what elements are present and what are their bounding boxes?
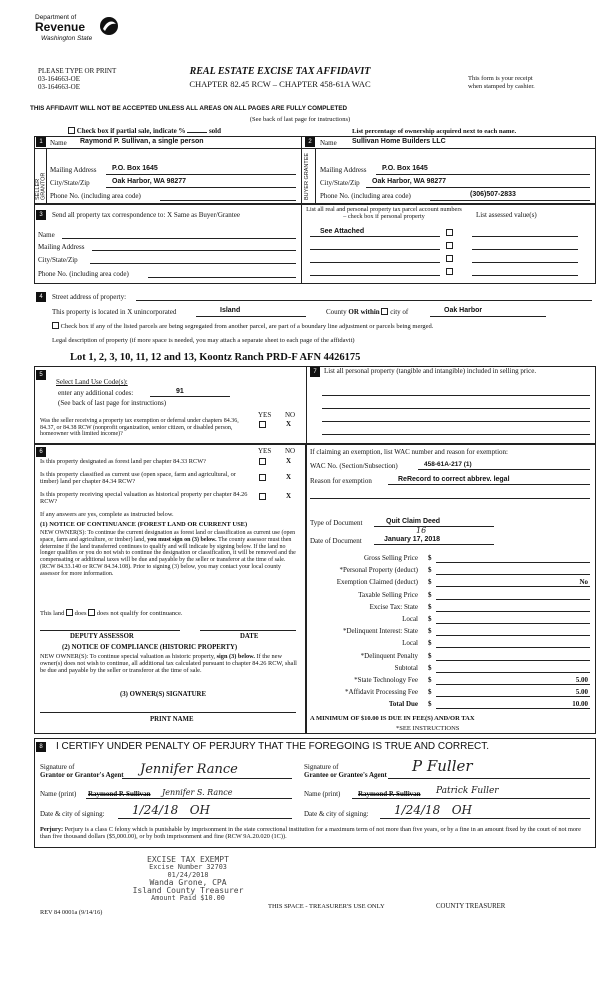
agency-line1: Department of: [35, 14, 77, 21]
date-label: DATE: [240, 633, 259, 640]
buyer-phone-label: Phone No. (including area code): [320, 192, 411, 200]
parcel-checkbox-3[interactable]: [446, 255, 453, 262]
tax-row-label: Total Due: [388, 700, 418, 709]
grantor-signature[interactable]: Jennifer Rance: [140, 762, 238, 777]
tax-row-currency: $: [428, 688, 432, 697]
seller-name-label: Name: [50, 139, 67, 147]
notice-compliance-title: (2) NOTICE OF COMPLIANCE (HISTORIC PROPERTY): [62, 644, 238, 651]
agency-line3: Washington State: [41, 35, 93, 42]
s5-yes: YES: [258, 411, 272, 419]
partial-sale-row: [68, 127, 221, 135]
grantor-sig-label-1: Signature of: [40, 763, 75, 771]
does-checkbox[interactable]: [66, 609, 73, 616]
seller-phone-label: Phone No. (including area code): [50, 192, 141, 200]
current-use-question: Is this property classified as current use (open space, farm and agricultural, or timber) land per chapter 84.34 RCW?: [40, 471, 236, 486]
legal-description[interactable]: Lot 1, 2, 3, 10, 11, 12 and 13, Koontz Ranch PRD-F AFN 4426175: [70, 352, 361, 363]
doc-type-value[interactable]: Quit Claim Deed: [386, 518, 441, 525]
tax-row-label: *Affidavit Processing Fee: [345, 688, 418, 697]
county-label: County OR within city of: [326, 308, 409, 316]
current-use-answer[interactable]: X: [286, 473, 292, 481]
tax-row-currency: $: [428, 578, 432, 587]
section-1-badge: 1: [36, 137, 46, 147]
seller-address[interactable]: P.O. Box 1645: [112, 165, 158, 172]
county-value[interactable]: Island: [220, 307, 241, 314]
grantee-date-label: Date & city of signing:: [304, 810, 369, 818]
s5-answer[interactable]: X: [286, 420, 292, 428]
legal-description-label: Legal description of property (if more space is needed, you may attach a separate sheet to each page of the affidavit): [52, 337, 355, 344]
section-2-badge: 2: [305, 137, 315, 147]
tax-row-label: Local: [402, 615, 418, 623]
deputy-assessor-label: DEPUTY ASSESSOR: [70, 633, 134, 640]
owner-signature-label: (3) OWNER(S) SIGNATURE: [120, 691, 206, 698]
buyer-address[interactable]: P.O. Box 1645: [382, 165, 428, 172]
tax-row-currency: $: [428, 651, 432, 660]
exemption-question: Was the seller receiving a property tax exemption or deferral under chapters 84.36, 84.37, or 84.38 RCW (nonprofit organization, senior citizen, or disabled person, homeowner with limited income)?: [40, 418, 239, 438]
section-3-badge: 3: [36, 210, 46, 220]
tax-row-currency: $: [428, 566, 432, 575]
tax-row-label: Taxable Selling Price: [358, 590, 418, 599]
tax-row-currency: $: [428, 700, 432, 709]
seller-city[interactable]: Oak Harbor, WA 98277: [112, 178, 187, 185]
doc-type-label: Type of Document: [310, 519, 363, 527]
land-use-code[interactable]: 91: [176, 388, 184, 395]
please-type: PLEASE TYPE OR PRINT: [38, 67, 117, 75]
historic-question: Is this property receiving special valuation as historical property per chapter 84.26 RCW?: [40, 491, 248, 506]
partial-sale-checkbox[interactable]: [68, 127, 75, 134]
qualify-row: This land does does not qualify for continuance.: [40, 610, 183, 617]
grantee-sig-label-2: Grantee or Grantee's Agent: [304, 771, 387, 779]
current-use-yes-checkbox[interactable]: [259, 474, 266, 481]
section-4-badge: 4: [36, 292, 46, 302]
section-6-badge: 6: [36, 447, 46, 457]
send-tax-label: Send all property tax correspondence to: X Same as Buyer/Grantee: [52, 211, 240, 219]
doc-date-correction: 16: [416, 526, 427, 535]
same-as-buyer: X Same as Buyer/Grantee: [167, 211, 240, 219]
parcel-checkbox-1[interactable]: [446, 229, 453, 236]
tax-row-label: Subtotal: [394, 663, 418, 672]
additional-codes-label: enter any additional codes:: [58, 389, 134, 397]
notice-compliance-body: NEW OWNER(S): To continue special valuation as historic property, sign (3) below. If the new owner(s) does not wish to continue, all additional tax calculated pursuant to chapter 84.26 RCW, shall be due and payable by the seller or transferor at the time of sale.: [40, 653, 297, 675]
partial-sale-label: Check box if partial sale, indicate %: [76, 127, 186, 135]
notice-continuance-title: (1) NOTICE OF CONTINUANCE (FOREST LAND OR CURRENT USE): [40, 521, 248, 528]
s6-yes: YES: [258, 447, 272, 455]
tax-row-label: *Delinquent Interest: State: [342, 627, 418, 636]
segregated-checkbox[interactable]: [52, 322, 59, 329]
s5-yes-checkbox[interactable]: [259, 421, 266, 428]
stamp-date: 01/24/2018: [167, 870, 209, 879]
does-not-checkbox[interactable]: [88, 609, 95, 616]
seller-city-label: City/State/Zip: [50, 179, 90, 187]
tax-row-currency: $: [428, 627, 432, 636]
excise-stamp: [118, 856, 258, 903]
section-7-badge: 7: [310, 367, 320, 377]
buyer-city-label: City/State/Zip: [320, 179, 360, 187]
parcel-header: List all real and personal property tax parcel account numbers – check box if personal property: [306, 206, 462, 221]
grantee-sig-label-1: Signature of: [304, 763, 339, 771]
seller-address-label: Mailing Address: [50, 166, 97, 174]
select-land-use: Select Land Use Code(s):: [56, 378, 128, 386]
grantee-name-struck: Raymond P. Sullivan: [358, 790, 421, 798]
city-checkbox[interactable]: [381, 308, 388, 315]
buyer-name-label: Name: [320, 139, 337, 147]
stamp-officer: Wanda Grone, CPA: [149, 877, 227, 887]
tax-row-label: Exemption Claimed (deduct): [336, 578, 418, 587]
agency-swoosh-icon: [98, 16, 120, 36]
receipt-note-2: when stamped by cashier.: [468, 83, 535, 90]
wac-value[interactable]: 458-61A-217 (1): [424, 461, 472, 468]
tax-row-currency: $: [428, 639, 432, 648]
tax-row-value[interactable]: No: [579, 578, 588, 587]
buyer-address-label: Mailing Address: [320, 166, 367, 174]
tax-row-label: Gross Selling Price: [363, 554, 418, 562]
grantee-name-label: Name (print): [304, 790, 341, 798]
tax-row-label: *Personal Property (deduct): [339, 566, 418, 575]
wac-label: WAC No. (Section/Subsection): [310, 462, 398, 470]
stamp-number: Excise Number 32703: [149, 863, 227, 872]
grantor-sig-label-2: Grantor or Grantor's Agent: [40, 771, 124, 779]
section-5-badge: 5: [36, 370, 46, 380]
tax-row-value[interactable]: 10.00: [572, 700, 588, 709]
notice-continuance-body: NEW OWNER(S): To continue the current designation as forest land or classification as current use (open space, farm and agriculture, or timber) land, you must sign on (3) below. The county assessor must then determine if the land transferred continues to qualify and will indicate by signing below. If the land no longer qualifies or you do not wish to continue the designation or classification, it will be removed and the compensating or additional taxes will be due and payable by the seller or transferor at the time of sale. (RCW 84.33.140 or RCW 84.34.108). Prior to signing (3) below, you may contact your local county assessor for more information.: [40, 530, 296, 577]
seller-name[interactable]: Raymond P. Sullivan, a single person: [80, 138, 204, 145]
acceptance-warning: THIS AFFIDAVIT WILL NOT BE ACCEPTED UNLESS ALL AREAS ON ALL PAGES ARE FULLY COMPLETED: [30, 105, 348, 112]
grantee-date[interactable]: 1/24/18 OH: [394, 803, 473, 817]
city-value[interactable]: Oak Harbor: [444, 307, 483, 314]
historic-yes-checkbox[interactable]: [259, 493, 266, 500]
county-treasurer: COUNTY TREASURER: [436, 903, 506, 910]
ref-number-1: 03-164663-OE: [38, 75, 80, 83]
agency-logo: [35, 14, 125, 52]
tax-row-currency: $: [428, 663, 432, 672]
form-revision: REV 84 0001a (9/14/16): [40, 909, 103, 916]
tax-row-label: *State Technology Fee: [354, 676, 418, 684]
corr-city-label: City/State/Zip: [38, 256, 78, 264]
see-instructions: *SEE INSTRUCTIONS: [396, 725, 460, 732]
s5-no: NO: [285, 411, 296, 419]
tax-row-currency: $: [428, 676, 432, 684]
tax-row-value[interactable]: 5.00: [575, 688, 588, 697]
buyer-city[interactable]: Oak Harbor, WA 98277: [372, 178, 447, 185]
tax-row-value[interactable]: 5.00: [575, 676, 588, 684]
buyer-side-label: BUYER GRANTEE: [304, 152, 310, 200]
if-any-yes: If any answers are yes, complete as instructed below.: [40, 511, 174, 518]
historic-answer[interactable]: X: [286, 492, 292, 500]
corr-address-label: Mailing Address: [38, 243, 85, 251]
stamp-title: EXCISE TAX EXEMPT: [147, 855, 229, 864]
doc-date-label: Date of Document: [310, 537, 362, 545]
reason-value[interactable]: ReRecord to correct abbrev. legal: [398, 476, 510, 483]
ref-number-2: 03-164663-OE: [38, 83, 80, 91]
tax-row-currency: $: [428, 590, 432, 599]
parcel-checkbox-2[interactable]: [446, 242, 453, 249]
segregated-row: Check box if any of the listed parcels are being segregated from another parcel, are part of a boundary line adjustment or parcels being merged.: [52, 322, 433, 330]
forest-question: Is this property designated as forest land per chapter 84.33 RCW?: [40, 458, 206, 465]
ownership-percent-note: List percentage of ownership acquired next to each name.: [352, 128, 517, 135]
corr-name-label: Name: [38, 231, 55, 239]
tax-row-label: Local: [402, 639, 418, 648]
certify-statement: I CERTIFY UNDER PENALTY OF PERJURY THAT THE FOREGOING IS TRUE AND CORRECT.: [56, 741, 490, 752]
tax-row-currency: $: [428, 602, 432, 611]
grantor-name-struck: Raymond P. Sullivan: [88, 790, 151, 798]
grantor-date[interactable]: 1/24/18 OH: [132, 803, 211, 817]
corr-phone-label: Phone No. (including area code): [38, 270, 129, 278]
form-chapter: CHAPTER 82.45 RCW – CHAPTER 458-61A WAC: [189, 79, 371, 89]
street-address-label: Street address of property:: [52, 293, 127, 301]
grantee-name-print[interactable]: Patrick Fuller: [436, 786, 499, 796]
seller-side-label: SELLER GRANTOR: [35, 172, 47, 200]
section-8-badge: 8: [36, 742, 46, 752]
stamp-office: Island County Treasurer: [132, 886, 244, 896]
tax-row-currency: $: [428, 615, 432, 623]
personal-property-label: List all personal property (tangible and intangible) included in selling price.: [324, 367, 537, 375]
minimum-fee-note: A MINIMUM OF $10.00 IS DUE IN FEE(S) AND/OR TAX: [310, 715, 475, 722]
agency-line2: Revenue: [35, 20, 86, 34]
doc-date-value[interactable]: January 17, 2018: [384, 536, 441, 543]
tax-row-label: *Delinquent Penalty: [360, 651, 418, 660]
grantor-name-label: Name (print): [40, 790, 77, 798]
tax-row-label: Excise Tax: State: [369, 602, 418, 611]
buyer-phone[interactable]: (306)507-2833: [470, 191, 516, 198]
grantor-date-label: Date & city of signing:: [40, 810, 105, 818]
form-title: REAL ESTATE EXCISE TAX AFFIDAVIT: [189, 66, 371, 77]
parcel-value[interactable]: See Attached: [320, 228, 365, 235]
tax-row-currency: $: [428, 554, 432, 562]
sold-label: sold: [208, 127, 222, 135]
exemption-claim-label: If claiming an exemption, list WAC number and reason for exemption:: [310, 448, 508, 456]
grantor-name-print[interactable]: Jennifer S. Rance: [162, 788, 233, 797]
forest-yes-checkbox[interactable]: [259, 458, 266, 465]
see-back-5: (See back of last page for instructions): [58, 399, 167, 407]
treasurer-space: THIS SPACE - TREASURER'S USE ONLY: [268, 903, 385, 910]
parcel-checkbox-4[interactable]: [446, 268, 453, 275]
assessed-header: List assessed value(s): [476, 211, 537, 219]
grantee-signature[interactable]: P Fuller: [412, 757, 473, 775]
receipt-note-1: This form is your receipt: [468, 75, 533, 82]
reason-label: Reason for exemption: [310, 477, 372, 485]
located-row: This property is located in X unincorporated: [52, 308, 177, 316]
s6-no: NO: [285, 447, 296, 455]
perjury-note: Perjury: Perjury is a class C felony which is punishable by imprisonment in the state correctional institution for a maximum term of not more than five years, or by a fine in an amount fixed by the court of not more than five thousand dollars ($5,000.00), or by both imprisonment and fine (RCW 9A.20.020 (1C)).: [40, 826, 581, 841]
print-name-label: PRINT NAME: [150, 716, 194, 723]
stamp-paid: Amount Paid $10.00: [151, 894, 225, 903]
buyer-name[interactable]: Sullivan Home Builders LLC: [352, 138, 446, 145]
see-back-instructions: (See back of last page for instructions): [249, 116, 351, 123]
forest-answer[interactable]: X: [286, 457, 292, 465]
